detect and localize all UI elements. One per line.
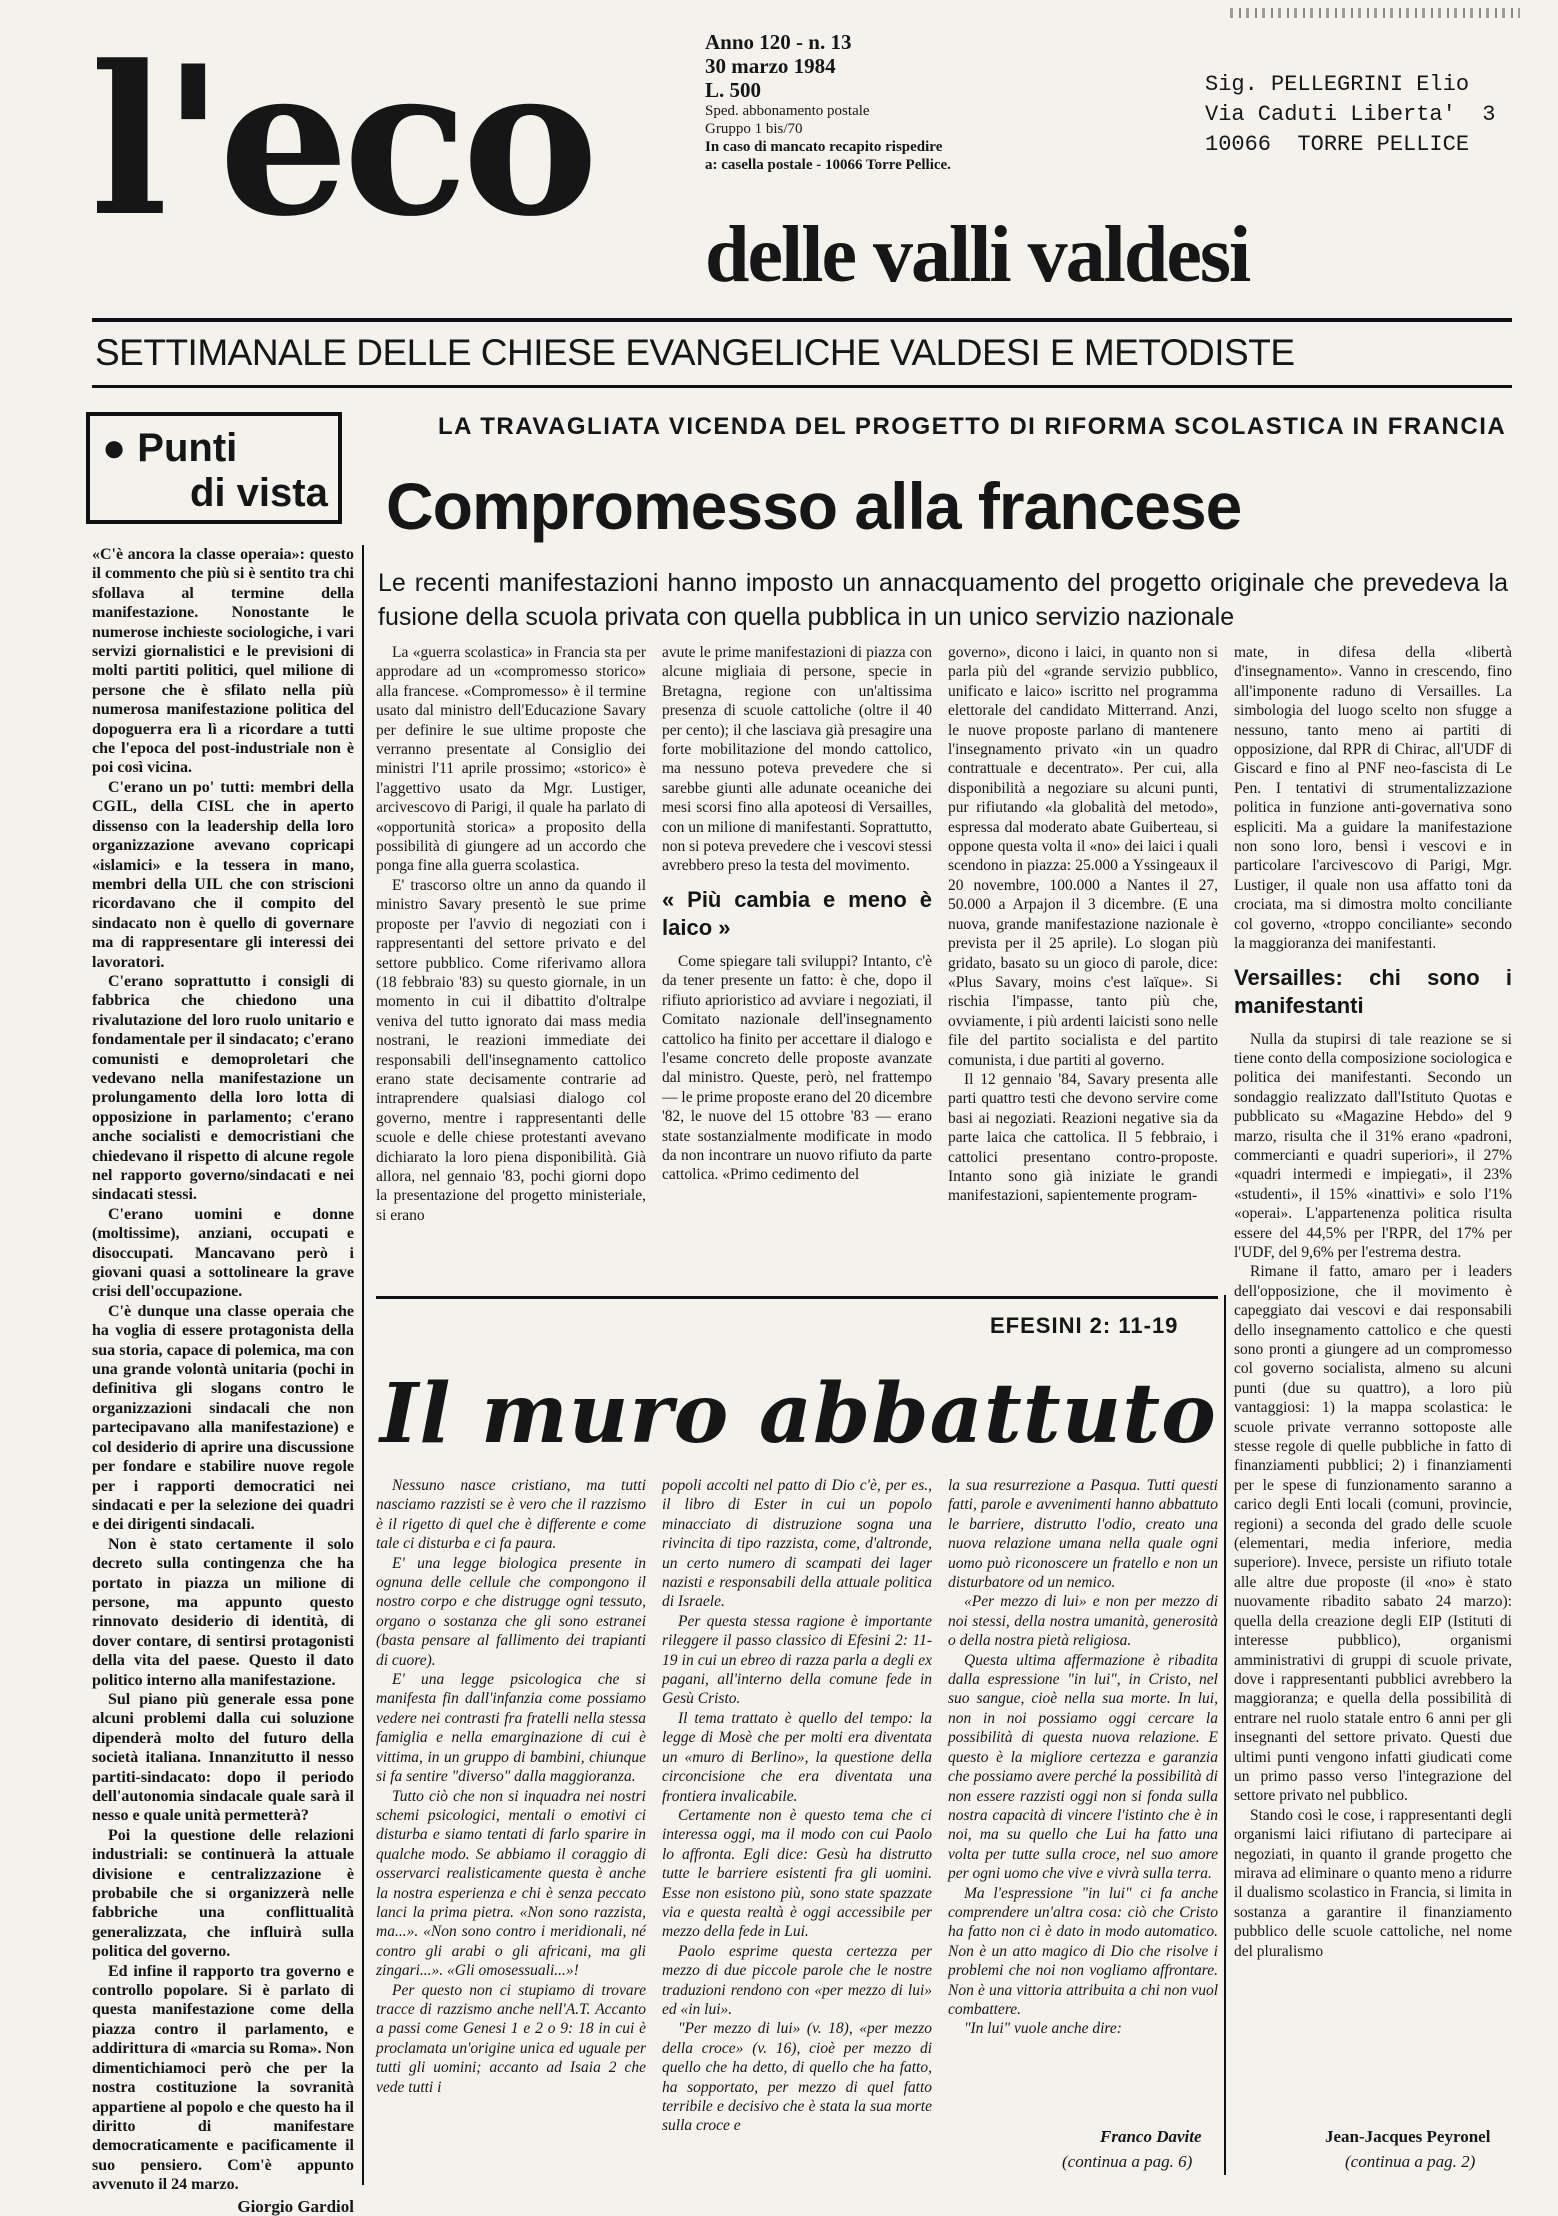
francia-column-1	[376, 643, 646, 1268]
article-kicker: LA TRAVAGLIATA VICENDA DEL PROGETTO DI RIFORMA SCOLASTICA IN FRANCIA	[438, 413, 1507, 440]
article-paragraph: Tutto ciò che non si inquadra nei nostri schemi psicologici, mentali o emotivi ci disturba e siamo tentati di farlo sparire in qualche modo. Se abbiamo il coraggio di osservarci realisticamente questa è anche la nostra esperienza e chi è senza peccato lanci la prima pietra. «Non sono razzista, ma...». «Non sono contro i meridionali, né contro gli arabi o gli africani, ma gli zingari...». «Gli omosessuali...»!	[376, 1787, 646, 1980]
editorial-paragraph: Poi la questione delle relazioni industriali: se continuerà la attuale divisione e centralizzazione è probabile che si organizzerà nelle fabbriche una conflittualità generalizzata, che influirà sulla politica del governo.	[92, 1826, 354, 1961]
editorial-column	[92, 545, 354, 2216]
muro-signature: Franco Davite	[1100, 2127, 1202, 2146]
column-divider	[362, 545, 364, 2185]
article-paragraph: avute le prime manifestazioni di piazza con alcune migliaia di persone, specie in Bretagna, regione con un'altissima presenza di scuole cattoliche (oltre il 40 per cento); il che lasciava già presagire una forte mobilitazione del mondo cattolico, ma nessuno poteva prevedere che si sarebbe giunti alle adunate oceaniche dei mesi scorsi fino alla apoteosi di Versailles, con un milione di manifestanti. Soprattutto, non si poteva prevedere che i vescovi stessi avrebbero preso la testa del movimento.	[662, 644, 932, 875]
article-paragraph: La «guerra scolastica» in Francia sta per approdare ad un «compromesso storico» alla francese. «Compromesso» è il termine usato dal ministro dell'Educazione Savary per definire le sue ultime proposte che verranno presentate al Consiglio dei ministri l'11 aprile prossimo; «storico» è l'aggettivo usato da Mgr. Lustiger, arcivescovo di Parigi, il quale ha parlato di «opportunità storica» a proposito della possibilità di giungere ad un accordo che ponga fine alla guerra scolastica.	[376, 644, 646, 875]
article-paragraph: mate, in difesa della «libertà d'insegnamento». Vanno in crescendo, fino all'imponente raduno di Versailles. La simbologia del luogo scelto non sfugge a nessuno, tanto meno ai partiti di opposizione, dal RPR di Chirac, all'UDF di Giscard e fino al PNF neo-fascista di Le Pen. I tentativi di strumentalizzazione politica in funzione anti-governativa sono espliciti. Ma a guidare la manifestazione non sono loro, bensì i vescovi e in particolare l'arcivescovo di Parigi, Mgr. Lustiger, il quale non usa affatto toni da crociata, ma si dimostra molto conciliante col governo, «troppo conciliante» secondo la maggioranza dei manifestanti.	[1234, 644, 1512, 953]
muro-column-3	[948, 1476, 1218, 2101]
article-kicker: EFESINI 2: 11-19	[990, 1313, 1179, 1338]
tagline-rule	[92, 385, 1512, 388]
section-rule	[376, 1296, 1218, 1299]
article-paragraph: Ma l'espressione "in lui" ci fa anche comprendere un'altra cosa: ciò che Cristo ha fatto non ci è dato in modo automatico. Non è un atto magico di Dio che risolve i problemi che noi non vogliamo affrontare. Non è una vittoria attribuita a chi non vuol combattere.	[948, 1884, 1218, 2018]
article-deck: Le recenti manifestazioni hanno imposto un annacquamento del progetto originale che prevedeva la fusione della scuola privata con quella pubblica in un unico servizio nazionale	[378, 569, 1508, 631]
box-title-line2: di vista	[190, 471, 328, 515]
editorial-paragraph: C'erano uomini e donne (moltissime), anziani, occupati e disoccupati. Mancavano però i giovani quasi a sottolineare la grave crisi dell'occupazione.	[92, 1205, 354, 1301]
article-headline: Il muro abbattuto	[380, 1366, 1217, 1462]
article-paragraph: Questa ultima affermazione è ribadita dalla espressione "in lui", in Cristo, nel suo sangue, cioè nella sua morte. In lui, non in noi possiamo oggi cercare la possibilità di questa nuova relazione. E questo è la migliore certezza e garanzia che possiamo avere perché la possibilità di non essere razzisti oggi non si fonda sulla nostra capacità di vincere l'istinto che è in noi, ma su quello che Lui ha fatto una volta per tutte sulla croce, nel suo amore per ogni uomo che vive e vivrà sulla terra.	[948, 1651, 1218, 1883]
issue-price: L. 500	[705, 78, 762, 102]
article-paragraph: Nessuno nasce cristiano, ma tutti nasciamo razzisti se è vero che il razzismo è il rigetto di quel che è differente e come tale ci disturba e ci fa paura.	[376, 1477, 646, 1553]
article-paragraph: E' trascorso oltre un anno da quando il ministro Savary presentò le sue prime proposte per l'avvio di negoziati con i rappresentanti del settore privato e del settore pubblico. Come riferivamo allora (18 febbraio '83) su questo giornale, in un momento in cui il dibattito d'oltralpe veniva del tutto ignorato dai mass media nostrani, le reazioni immediate dei responsabili dell'insegnamento cattolico erano state decisamente contrarie ad intraprendere qualsiasi dialogo col governo, mentre i rappresentanti delle scuole e delle chiese protestanti avevano dichiarato la loro piena disponibilità. Già allora, nel gennaio '83, pochi giorni dopo la presentazione del progetto ministeriale, si erano	[376, 876, 646, 1224]
article-paragraph: «Per mezzo di lui» e non per mezzo di noi stessi, della nostra umanità, generosità o della nostra pietà religiosa.	[948, 1593, 1218, 1650]
editorial-paragraph: C'erano un po' tutti: membri della CGIL, della CISL che in aperto dissenso con la leadership della loro organizzazione avevano copricapi «islamici» e la tessera in mano, membri della UIL che con striscioni ricordavano che il compito del sindacato non è quello di governare ma di rappresentare gli interessi dei lavoratori.	[92, 778, 354, 971]
article-paragraph: Rimane il fatto, amaro per i leaders dell'opposizione, che il movimento è capeggiato dai vescovi e dai responsabili dello insegnamento cattolico e che questi sono pronti a giungere ad un compromesso col governo socialista, almeno su alcuni punti (due su quattro), a loro più vantaggiosi: 1) la mappa scolastica: le scuole private verranno sottoposte alle stesse regole di quelle pubbliche in fatto di finanziamenti pubblici; 2) i finanziamenti per le spese di funzionamento saranno a carico degli Enti locali (comuni, provincie, regioni) a seconda del grado delle scuole (elementari, media inferiore, media superiore). Invece, persiste un rifiuto totale alle altre due proposte (il «no» è stato nuovamente ribadito sabato 24 marzo): quella della creazione degli EIP (Istituti di interesse pubblico), organismi amministrativi di gruppi di scuole private, dove i rappresentanti pubblici avrebbero la maggioranza; e quella della possibilità di entrare nel ruolo statale entro 6 anni per gli insegnanti del settore privato. Questi due ultimi punti vengono infatti giudicati come un primo passo verso l'integrazione del settore privato nel pubblico.	[1234, 1263, 1512, 1805]
box-title-line1: ● Punti	[102, 426, 238, 470]
article-paragraph: "Per mezzo di lui» (v. 18), «per mezzo della croce» (v. 16), cioè per mezzo di quello che ha detto, di quello che ha fatto, ha sopportato, per mezzo di quel fatto terribile e decisivo che è stata la sua morte sulla croce e	[662, 2020, 932, 2135]
masthead-rule	[92, 318, 1512, 322]
article-paragraph: E' una legge biologica presente in ognuna delle cellule che compongono il nostro corpo e che distrugge ogni tessuto, organo o sostanza che gli sono estranei (basta pensare al fallimento dei trapianti di cuore).	[376, 1554, 646, 1669]
article-paragraph: E' una legge psicologica che si manifesta fin dall'infanzia come possiamo vedere nei contrasti fra fratelli nella stessa famiglia e nella emarginazione di cui è vittima, in un gruppo di bambini, chiunque si fa sentire "diverso" dalla maggioranza.	[376, 1671, 646, 1786]
postal-line: Sped. abbonamento postale	[705, 103, 870, 119]
postal-line: In caso di mancato recapito rispedire	[705, 139, 943, 155]
article-subheading: Versailles: chi sono i manifestanti	[1234, 964, 1512, 1018]
article-paragraph: Come spiegare tali sviluppi? Intanto, c'è da tener presente un fatto: è che, dopo il rifiuto aprioristico ad avviare i negoziati, il Comitato nazionale dell'insegnamento cattolico ha finito per accettare il dialogo e l'esame concreto delle proposte avanzate dal ministro. Queste, però, nel frattempo — le prime proposte erano del 20 dicembre '82, le nuove del 15 ottobre '83 — erano state sostanzialmente modificate in modo da non incontrare un nuovo rifiuto da parte cattolica. «Primo cedimento del	[662, 952, 932, 1184]
address-line: Via Caduti Liberta' 3	[1205, 102, 1496, 127]
editorial-paragraph: C'erano soprattutto i consigli di fabbrica che chiedono una rivalutazione del loro ruolo unitario e fondamentale per il sindacato; c'erano comunisti e demoproletari che vedevano nella manifestazione un prolungamento della loro lotta di opposizione in parlamento; c'erano anche socialisti e democristiani che chiedevano il rispetto di alcune regole nel rapporto governo/sindacati e nei sindacati stessi.	[92, 972, 354, 1204]
postal-line: Gruppo 1 bis/70	[705, 121, 803, 137]
article-paragraph: "In lui" vuole anche dire:	[964, 2020, 1122, 2038]
masthead-subtitle: delle valli valdesi	[705, 211, 1250, 299]
article-paragraph: Il tema trattato è quello del tempo: la legge di Mosè che per molti era diventata un «muro di Berlino», la questione della circoncisione che era diventata una frontiera invalicabile.	[662, 1709, 932, 1805]
editorial-signature: Giorgio Gardiol	[237, 2196, 354, 2216]
issue-date: 30 marzo 1984	[705, 54, 836, 78]
article-paragraph: Per questo non ci stupiamo di trovare tracce di razzismo anche nell'A.T. Accanto a passi come Genesi 1 e 2 o 9: 18 in cui è proclamata un'origine unica ed uguale per tutti gli uomini; accanto ad Isaia 2 che vede tutti i	[376, 1981, 646, 2096]
address-line: 10066 TORRE PELLICE	[1205, 132, 1470, 157]
editorial-paragraph: Ed infine il rapporto tra governo e controllo popolare. Si è parlato di questa manifestazione come della piazza contro il parlamento, e addirittura di «marcia su Roma». Non dimentichiamoci però che per la nostra costituzione la sovranità appartiene al popolo e che questo ha il diritto di manifestare democraticamente e pacificamente il suo pensiero. Com'è appunto avvenuto il 24 marzo.	[92, 1962, 354, 2194]
article-paragraph: Per questa stessa ragione è importante rileggere il passo classico di Efesini 2: 11-19 in cui un ebreo di razza parla a degli ex pagani, all'interno della comune fede in Gesù Cristo.	[662, 1612, 932, 1708]
punti-di-vista-box	[86, 412, 342, 524]
muro-continued: (continua a pag. 6)	[1062, 2152, 1193, 2171]
francia-column-2	[662, 643, 932, 1268]
muro-column-2	[662, 1476, 932, 2166]
masthead-logo: l'eco	[90, 22, 593, 262]
article-paragraph: Il 12 gennaio '84, Savary presenta alle parti quattro testi che devono servire come basi ai negoziati. Reazioni negative sia da parte laica che cattolica. Il 5 febbraio, i cattolici presentano contro-proposte. Intanto sono già iniziate le grandi manifestazioni, sapientemente program-	[948, 1070, 1218, 1205]
article-paragraph: governo», dicono i laici, in quanto non si parla più del «grande servizio pubblico, unificato e laico» iscritto nel programma elettorale del candidato Mitterrand. Anzi, le nuove proposte parlano di mantenere l'insegnamento privato «in un quadro contrattuale e decentrato». Per cui, alla disponibilità a negoziare su alcuni punti, pur rifiutando «la globalità del metodo», espressa dal moderato abate Guiberteau, si oppone questa volta il «no» dei laici i quali scendono in piazza: 25.000 a Yssingeaux il 20 novembre, 100.000 a Nantes il 27, 50.000 a Arpajon il 3 dicembre. (E una nuova, grande manifestazione nazionale è prevista per il 25 aprile). Lo slogan più gridato, basato su un gioco di parole, dice: «Plus Savary, moins c'est laïque». Si rischia l'impasse, tanto più che, ovviamente, i più ardenti laicisti sono nelle file del partito socialista e del partito comunista, i due partiti al governo.	[948, 644, 1218, 1069]
muro-column-1	[376, 1476, 646, 2166]
article-headline: Compromesso alla francese	[386, 469, 1242, 543]
francia-signature: Jean-Jacques Peyronel	[1325, 2127, 1491, 2146]
article-subheading: « Più cambia e meno è laico »	[662, 886, 932, 940]
issue-number: Anno 120 - n. 13	[705, 30, 852, 54]
print-speckle	[1230, 8, 1520, 18]
editorial-paragraph: «C'è ancora la classe operaia»: questo il commento che più si è sentito tra chi sfollava al termine della manifestazione. Nonostante le numerose inchieste sociologiche, i vari servizi giornalistici e le previsioni di molti partiti politici, quel milione di persone che è sfilato nella più numerosa manifestazione politica del dopoguerra era lì a ricordare a tutti che l'epoca del post-industriale non è poi così vicina.	[92, 546, 354, 777]
francia-continued: (continua a pag. 2)	[1345, 2152, 1476, 2171]
article-paragraph: Paolo esprime questa certezza per mezzo di due piccole parole che le nostre traduzioni rendono con «per mezzo di lui» ed «in lui».	[662, 1942, 932, 2018]
editorial-paragraph: Sul piano più generale essa pone alcuni problemi dalla cui soluzione dipenderà molto del futuro della società italiana. Innanzitutto il nesso partiti-sindacato: dopo il periodo dell'autonomia sindacale quale sarà il nesso e quale unità permetterà?	[92, 1690, 354, 1825]
article-paragraph: Certamente non è questo tema che ci interessa oggi, ma il modo con cui Paolo lo affronta. Egli dice: Gesù ha distrutto tutte le barriere esistenti fra gli uomini. Esse non esistono più, sono state spazzate via e questa realtà è oggi accessibile per mezzo della fede in Lui.	[662, 1806, 932, 1941]
address-label	[1205, 70, 1495, 160]
article-paragraph: Stando così le cose, i rappresentanti degli organismi laici rifiutano di partecipare ai negoziati, in quanto il grande progetto che mirava ad eliminare o quanto meno a ridurre il dualismo scolastico in Francia, si limita in sostanza a garantire il finanziamento pubblico delle scuole cattoliche, nel nome del pluralismo	[1234, 1806, 1512, 1960]
article-paragraph: popoli accolti nel patto di Dio c'è, per es., il libro di Ester in cui un popolo minacciato di distruzione sogna una rivincita di tipo razzista, come, d'altronde, un certo numero di scampati dei lager nazisti e responsabili della attuale politica di Israele.	[662, 1477, 932, 1611]
editorial-paragraph: C'è dunque una classe operaia che ha voglia di essere protagonista della sua storia, capace di polemica, ma con una grande volontà unitaria (pochi in definitiva gli slogans contro le organizzazioni sindacali che non partecipavano alla manifestazione) e col desiderio di aprire una discussione per fondare e stabilire nuove regole per i rapporti democratici nei sindacati e per la selezione dei quadri e dei dirigenti sindacali.	[92, 1302, 354, 1534]
francia-column-3	[948, 643, 1218, 1268]
issue-info	[705, 30, 951, 174]
article-paragraph: Nulla da stupirsi di tale reazione se si tiene conto della composizione sociologica e politica dei manifestanti. Secondo un sondaggio realizzato dall'Istituto Quotas e pubblicato su «Magazine Hebdo» del 9 marzo, risulta che il 31% erano «padroni, commercianti e quadri superiori», il 27% «quadri intermedi e impiegati», il 23% «studenti», il 15% «inattivi» e solo l'1% «operai». L'appartenenza politica risulta essere del 44,5% per l'RPR, del 17% per l'UDF, del 9,6% per l'estrema destra.	[1234, 1030, 1512, 1261]
postal-line: a: casella postale - 10066 Torre Pellice.	[705, 157, 951, 173]
column-divider	[1224, 1295, 1226, 2175]
francia-column-4	[1234, 643, 1512, 2118]
article-paragraph: la sua resurrezione a Pasqua. Tutti questi fatti, parole e avvenimenti hanno abbattuto le barriere, distrutto l'odio, creato una nuova relazione umana nella quale ogni uomo può riconoscere un fratello e non un disturbatore od un nemico.	[948, 1477, 1218, 1592]
editorial-paragraph: Non è stato certamente il solo decreto sulla contingenza che ha portato in piazza un milione di persone, ma appunto questo rinnovato desiderio di identità, di dover contare, di sentirsi protagonisti della vita del paese. Questo il dato politico interno alla manifestazione.	[92, 1535, 354, 1689]
masthead-tagline: SETTIMANALE DELLE CHIESE EVANGELICHE VALDESI E METODISTE	[95, 332, 1295, 373]
address-line: Sig. PELLEGRINI Elio	[1205, 72, 1470, 97]
